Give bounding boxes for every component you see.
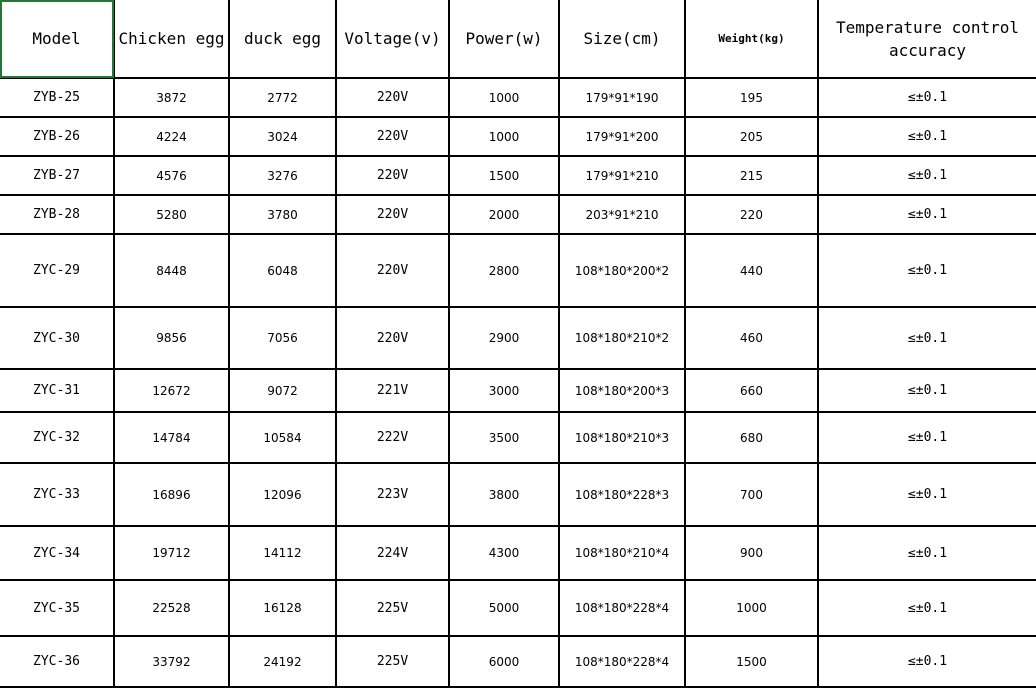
cell-model[interactable]: ZYC-36: [0, 636, 114, 687]
header-chicken-egg[interactable]: Chicken egg: [114, 0, 229, 78]
cell-temperature-accuracy[interactable]: ≤±0.1: [818, 412, 1036, 463]
cell-model[interactable]: ZYC-31: [0, 369, 114, 412]
cell-chicken-egg[interactable]: 3872: [114, 78, 229, 117]
cell-size[interactable]: 108*180*210*2: [559, 307, 685, 369]
cell-temperature-accuracy[interactable]: ≤±0.1: [818, 636, 1036, 687]
cell-voltage[interactable]: 222V: [336, 412, 449, 463]
cell-chicken-egg[interactable]: 12672: [114, 369, 229, 412]
cell-size[interactable]: 179*91*200: [559, 117, 685, 156]
cell-weight[interactable]: 215: [685, 156, 818, 195]
cell-model[interactable]: ZYC-29: [0, 234, 114, 307]
cell-voltage[interactable]: 220V: [336, 307, 449, 369]
cell-chicken-egg[interactable]: 16896: [114, 463, 229, 526]
cell-chicken-egg[interactable]: 8448: [114, 234, 229, 307]
cell-chicken-egg[interactable]: 4224: [114, 117, 229, 156]
cell-temperature-accuracy[interactable]: ≤±0.1: [818, 369, 1036, 412]
header-duck-egg[interactable]: duck egg: [229, 0, 336, 78]
cell-temperature-accuracy[interactable]: ≤±0.1: [818, 307, 1036, 369]
cell-chicken-egg[interactable]: 19712: [114, 526, 229, 580]
cell-voltage[interactable]: 220V: [336, 156, 449, 195]
cell-power[interactable]: 2000: [449, 195, 559, 234]
cell-chicken-egg[interactable]: 22528: [114, 580, 229, 636]
cell-chicken-egg[interactable]: 33792: [114, 636, 229, 687]
table-row: [0, 195, 1036, 234]
header-model[interactable]: Model: [0, 0, 114, 78]
cell-temperature-accuracy[interactable]: ≤±0.1: [818, 580, 1036, 636]
cell-temperature-accuracy[interactable]: ≤±0.1: [818, 526, 1036, 580]
cell-voltage[interactable]: 220V: [336, 234, 449, 307]
cell-power[interactable]: 3800: [449, 463, 559, 526]
table-row: [0, 156, 1036, 195]
cell-power[interactable]: 2800: [449, 234, 559, 307]
cell-model[interactable]: ZYC-30: [0, 307, 114, 369]
cell-model[interactable]: ZYC-33: [0, 463, 114, 526]
cell-weight[interactable]: 195: [685, 78, 818, 117]
cell-weight[interactable]: 660: [685, 369, 818, 412]
header-row: [0, 0, 1036, 78]
table-row: [0, 463, 1036, 526]
cell-duck-egg[interactable]: 10584: [229, 412, 336, 463]
cell-power[interactable]: 1000: [449, 117, 559, 156]
table-row: [0, 636, 1036, 687]
cell-size[interactable]: 108*180*200*3: [559, 369, 685, 412]
cell-duck-egg[interactable]: 9072: [229, 369, 336, 412]
cell-weight[interactable]: 700: [685, 463, 818, 526]
cell-duck-egg[interactable]: 6048: [229, 234, 336, 307]
cell-chicken-egg[interactable]: 14784: [114, 412, 229, 463]
cell-duck-egg[interactable]: 3024: [229, 117, 336, 156]
table-row: [0, 526, 1036, 580]
cell-weight[interactable]: 460: [685, 307, 818, 369]
cell-voltage[interactable]: 220V: [336, 117, 449, 156]
cell-model[interactable]: ZYB-27: [0, 156, 114, 195]
cell-temperature-accuracy[interactable]: ≤±0.1: [818, 117, 1036, 156]
cell-weight[interactable]: 1000: [685, 580, 818, 636]
cell-weight[interactable]: 440: [685, 234, 818, 307]
cell-duck-egg[interactable]: 3276: [229, 156, 336, 195]
header-power[interactable]: Power(w): [449, 0, 559, 78]
cell-duck-egg[interactable]: 2772: [229, 78, 336, 117]
cell-voltage[interactable]: 220V: [336, 78, 449, 117]
cell-size[interactable]: 203*91*210: [559, 195, 685, 234]
cell-power[interactable]: 5000: [449, 580, 559, 636]
cell-duck-egg[interactable]: 3780: [229, 195, 336, 234]
cell-chicken-egg[interactable]: 5280: [114, 195, 229, 234]
cell-voltage[interactable]: 225V: [336, 636, 449, 687]
cell-temperature-accuracy[interactable]: ≤±0.1: [818, 234, 1036, 307]
cell-weight[interactable]: 1500: [685, 636, 818, 687]
cell-temperature-accuracy[interactable]: ≤±0.1: [818, 156, 1036, 195]
cell-weight[interactable]: 205: [685, 117, 818, 156]
cell-weight[interactable]: 220: [685, 195, 818, 234]
cell-temperature-accuracy[interactable]: ≤±0.1: [818, 195, 1036, 234]
cell-power[interactable]: 2900: [449, 307, 559, 369]
cell-model[interactable]: ZYB-28: [0, 195, 114, 234]
cell-power[interactable]: 4300: [449, 526, 559, 580]
cell-temperature-accuracy[interactable]: ≤±0.1: [818, 463, 1036, 526]
header-temperature-accuracy[interactable]: Temperature control accuracy: [818, 0, 1036, 78]
cell-power[interactable]: 3000: [449, 369, 559, 412]
table-row: [0, 412, 1036, 463]
cell-size[interactable]: 179*91*210: [559, 156, 685, 195]
cell-size[interactable]: 179*91*190: [559, 78, 685, 117]
cell-chicken-egg[interactable]: 4576: [114, 156, 229, 195]
cell-model[interactable]: ZYC-35: [0, 580, 114, 636]
cell-size[interactable]: 108*180*228*4: [559, 580, 685, 636]
cell-size[interactable]: 108*180*228*3: [559, 463, 685, 526]
cell-duck-egg[interactable]: 12096: [229, 463, 336, 526]
cell-power[interactable]: 1500: [449, 156, 559, 195]
cell-voltage[interactable]: 221V: [336, 369, 449, 412]
cell-voltage[interactable]: 225V: [336, 580, 449, 636]
cell-voltage[interactable]: 224V: [336, 526, 449, 580]
header-size[interactable]: Size(cm): [559, 0, 685, 78]
cell-power[interactable]: 6000: [449, 636, 559, 687]
cell-duck-egg[interactable]: 7056: [229, 307, 336, 369]
cell-model[interactable]: ZYC-34: [0, 526, 114, 580]
header-weight[interactable]: Weight(kg): [685, 0, 818, 78]
table-body: [0, 78, 1036, 687]
cell-size[interactable]: 108*180*200*2: [559, 234, 685, 307]
cell-size[interactable]: 108*180*228*4: [559, 636, 685, 687]
cell-voltage[interactable]: 220V: [336, 195, 449, 234]
cell-model[interactable]: ZYB-25: [0, 78, 114, 117]
table-row: [0, 234, 1036, 307]
cell-model[interactable]: ZYC-32: [0, 412, 114, 463]
table-row: [0, 369, 1036, 412]
table-row: [0, 117, 1036, 156]
header-voltage[interactable]: Voltage(v): [336, 0, 449, 78]
cell-duck-egg[interactable]: 24192: [229, 636, 336, 687]
cell-temperature-accuracy[interactable]: ≤±0.1: [818, 78, 1036, 117]
cell-duck-egg[interactable]: 14112: [229, 526, 336, 580]
cell-size[interactable]: 108*180*210*4: [559, 526, 685, 580]
cell-voltage[interactable]: 223V: [336, 463, 449, 526]
cell-duck-egg[interactable]: 16128: [229, 580, 336, 636]
cell-chicken-egg[interactable]: 9856: [114, 307, 229, 369]
cell-size[interactable]: 108*180*210*3: [559, 412, 685, 463]
table-row: [0, 78, 1036, 117]
table-row: [0, 307, 1036, 369]
cell-weight[interactable]: 900: [685, 526, 818, 580]
cell-model[interactable]: ZYB-26: [0, 117, 114, 156]
cell-weight[interactable]: 680: [685, 412, 818, 463]
cell-power[interactable]: 1000: [449, 78, 559, 117]
table-row: [0, 580, 1036, 636]
cell-power[interactable]: 3500: [449, 412, 559, 463]
